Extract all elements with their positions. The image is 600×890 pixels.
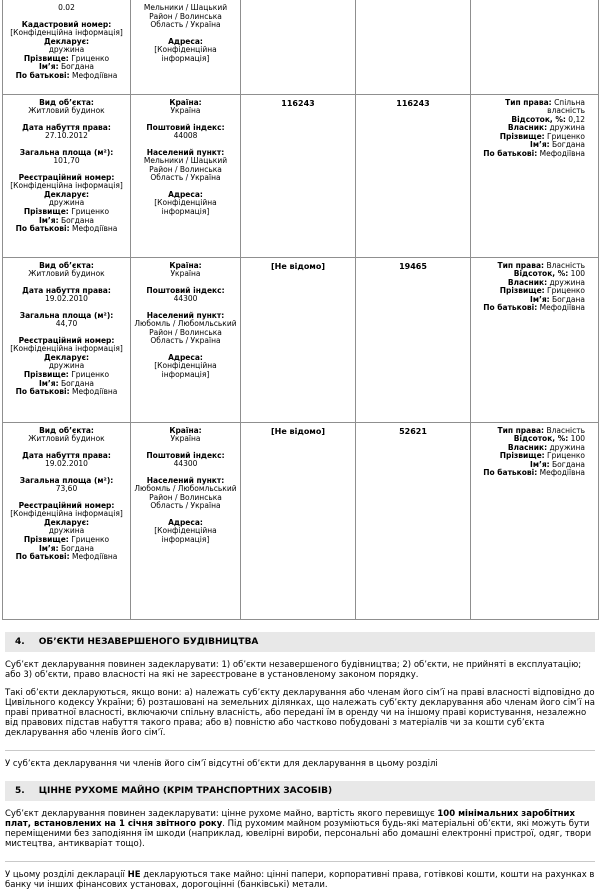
field-value: Житловий будинок	[28, 106, 105, 116]
field-group	[475, 469, 585, 478]
section-body	[5, 809, 595, 890]
field-value: Богдана	[552, 459, 585, 469]
field-label: Ім’я:	[39, 543, 59, 553]
field-group	[134, 149, 237, 183]
field-label: Ім’я:	[530, 294, 550, 304]
field-value: 44300	[173, 294, 198, 304]
field-label: Адреса:	[168, 517, 203, 527]
field-value: Житловий будинок	[28, 269, 105, 279]
field-group	[9, 388, 124, 397]
field-label: Прізвище:	[499, 131, 545, 141]
field-group	[9, 312, 124, 329]
cell-valuation-last: 52621	[356, 422, 471, 619]
text: Такі об’єкти декларуються, якщо вони: а) належать суб’єкту декларування або членам його сім’ї на праві власності відповідно до Цивільного кодексу України; б) розташовані на земельних ділянках, що належать суб’єкту декларування або членам його сім’ї на праві приватної власності, включаючи спільну власність, або передані їм в оренду чи на іншому праві користування, незалежно від правових підстав набуття такого права; або в) повністю або частково побудовані з матеріалів чи за кошти суб’єкта декларування або членів його сім’ї.	[5, 687, 595, 738]
field-label: Загальна площа (м²):	[19, 310, 114, 320]
field-group	[9, 287, 124, 304]
field-value: 100	[570, 269, 585, 279]
table-row	[3, 422, 599, 619]
field-label: Відсоток, %:	[513, 434, 569, 444]
field-value: дружина	[549, 442, 585, 452]
cell-ownership	[471, 94, 599, 257]
field-value: Мефодіївна	[539, 303, 585, 313]
section-unfinished-construction	[0, 632, 600, 769]
field-value: Мефодіївна	[539, 148, 585, 158]
field-group	[9, 262, 124, 279]
field-value: Богдана	[552, 140, 585, 150]
field-value: Гриценко	[547, 131, 585, 141]
field-value: Мефодіївна	[539, 468, 585, 478]
field-label: Ім’я:	[39, 62, 59, 72]
field-value: Гриценко	[71, 534, 110, 544]
field-label: По батькові:	[15, 552, 70, 562]
paragraph	[5, 809, 595, 849]
field-value: Гриценко	[71, 369, 110, 379]
field-group	[9, 337, 124, 354]
field-value: Власність	[546, 260, 585, 270]
field-label: По батькові:	[483, 303, 538, 313]
field-group	[9, 99, 124, 116]
field-value: 0.02	[58, 3, 75, 12]
field-value: 27.10.2012	[45, 131, 88, 141]
field-group	[9, 149, 124, 166]
field-group	[9, 354, 124, 371]
divider-line	[5, 750, 595, 751]
field-label: Прізвище:	[23, 206, 69, 216]
field-group	[9, 452, 124, 469]
field-label: Населений пункт:	[146, 310, 225, 320]
field-group	[9, 124, 124, 141]
field-label: По батькові:	[483, 468, 538, 478]
field-label: Декларує:	[43, 517, 90, 527]
field-label: По батькові:	[15, 224, 70, 234]
field-label: Ім’я:	[530, 459, 550, 469]
paragraph	[5, 660, 595, 680]
field-group	[134, 312, 237, 346]
paragraph	[5, 688, 595, 738]
field-group	[9, 174, 124, 191]
field-group	[9, 191, 124, 208]
field-group	[134, 287, 237, 304]
bold-text: НЕ	[127, 869, 141, 880]
field-label: Вид об’єкта:	[39, 97, 94, 107]
cell-object-details	[3, 0, 131, 94]
field-value: Любомль / Любомльський Район / Волинська Область / Україна	[134, 484, 237, 511]
field-group	[9, 225, 124, 234]
field-label: Дата набуття права:	[22, 450, 111, 460]
bold-text: 100 мінімальних заробітних плат, встановлених на 1 січня звітного року	[5, 808, 575, 829]
cell-location	[131, 422, 241, 619]
section-heading	[5, 632, 595, 652]
field-group	[9, 502, 124, 519]
field-value: Власність	[546, 425, 585, 435]
section-body	[5, 660, 595, 769]
field-value: [Конфіденційна інформація]	[10, 344, 123, 354]
field-group	[475, 150, 585, 159]
field-label: Загальна площа (м²):	[19, 475, 114, 485]
field-label: Поштовий індекс:	[146, 450, 225, 460]
field-value: [Конфіденційна інформація]	[10, 28, 123, 38]
field-group	[9, 72, 124, 81]
field-value: Україна	[170, 106, 201, 116]
field-label: Реєстраційний номер:	[18, 172, 115, 182]
cell-object-details	[3, 94, 131, 257]
field-label: Власник:	[507, 442, 548, 452]
field-value: Богдана	[61, 378, 94, 388]
field-label: Прізвище:	[23, 534, 69, 544]
field-group	[134, 477, 237, 511]
field-value: Богдана	[552, 294, 585, 304]
section-title: ЦІННЕ РУХОМЕ МАЙНО (КРІМ ТРАНСПОРТНИХ ЗАСОБІВ)	[38, 785, 333, 796]
field-value: Мельники / Шацький Район / Волинська Область / Україна	[143, 3, 228, 30]
field-value: Мефодіївна	[72, 70, 118, 80]
field-value: дружина	[549, 277, 585, 287]
cell-valuation-acquisition: [Не відомо]	[241, 422, 356, 619]
table-row	[3, 0, 599, 94]
field-group	[9, 427, 124, 444]
text: У цьому розділі декларації	[5, 869, 128, 880]
field-label: Дата набуття права:	[22, 285, 111, 295]
field-label: Ім’я:	[530, 140, 550, 150]
field-group	[134, 38, 237, 64]
field-label: Декларує:	[43, 189, 90, 199]
field-value: 0,12	[568, 114, 585, 124]
field-value: дружина	[48, 45, 85, 55]
field-label: Поштовий індекс:	[146, 122, 225, 132]
field-value: Мефодіївна	[72, 224, 118, 234]
field-value: [Конфіденційна інформація]	[154, 526, 217, 544]
field-value: Любомль / Любомльський Район / Волинська Область / Україна	[134, 319, 237, 346]
text: декларуються таке майно: цінні папери, корпоративні права, готівкові кошти, кошти на рахунках в банку чи інших фінансових установах, дорогоцінні (банківські) метали.	[5, 869, 595, 890]
cell-valuation-acquisition: [Не відомо]	[241, 257, 356, 422]
field-label: Країна:	[169, 97, 202, 107]
field-label: Тип права:	[497, 425, 545, 435]
field-group	[134, 427, 237, 444]
field-value: Україна	[170, 434, 201, 444]
field-value: [Конфіденційна інформація]	[154, 45, 217, 63]
field-value: [Конфіденційна інформація]	[154, 361, 217, 379]
field-value: Мельники / Шацький Район / Волинська Область / Україна	[143, 156, 228, 183]
field-value: 101,70	[53, 156, 80, 166]
field-value: Спільна власність	[547, 97, 585, 116]
field-label: Населений пункт:	[146, 475, 225, 485]
field-label: Загальна площа (м²):	[19, 147, 114, 157]
field-label: Адреса:	[168, 189, 203, 199]
field-label: Ім’я:	[39, 378, 59, 388]
field-label: Відсоток, %:	[511, 114, 566, 124]
field-value: 19.02.2010	[45, 459, 88, 469]
real-estate-table-body	[3, 0, 599, 619]
field-label: Адреса:	[168, 36, 203, 46]
field-group	[9, 553, 124, 562]
field-group	[9, 477, 124, 494]
field-group	[134, 519, 237, 545]
cell-valuation-last	[356, 0, 471, 94]
field-label: Поштовий індекс:	[146, 285, 225, 295]
field-group	[134, 191, 237, 217]
field-label: Прізвище:	[23, 369, 69, 379]
field-group	[475, 304, 585, 313]
field-group	[134, 124, 237, 141]
field-group	[9, 519, 124, 536]
field-value: Гриценко	[547, 286, 585, 296]
field-value: 19.02.2010	[45, 294, 88, 304]
cell-ownership	[471, 422, 599, 619]
field-label: Тип права:	[505, 97, 552, 107]
field-label: Прізвище:	[499, 451, 545, 461]
field-value: Мефодіївна	[72, 387, 118, 397]
field-label: Ім’я:	[39, 215, 59, 225]
text: Суб’єкт декларування повинен задекларувати: 1) об’єкти незавершеного будівництва; 2) об’єкти, не прийняті в експлуатацію; або 3) об’єкти, право власності на які не зареєстроване в установленому законом порядку.	[5, 659, 582, 680]
section-number: 5.	[15, 785, 25, 796]
field-label: Адреса:	[168, 352, 203, 362]
cell-location	[131, 257, 241, 422]
field-label: Населений пункт:	[146, 147, 225, 157]
field-label: Країна:	[169, 425, 202, 435]
field-group	[134, 452, 237, 469]
field-value: дружина	[48, 361, 85, 371]
cell-ownership	[471, 0, 599, 94]
field-group	[134, 354, 237, 380]
field-label: Тип права:	[497, 260, 545, 270]
field-label: По батькові:	[15, 70, 70, 80]
field-label: По батькові:	[15, 387, 70, 397]
cell-location	[131, 0, 241, 94]
section-heading	[5, 781, 595, 801]
cell-valuation-last: 19465	[356, 257, 471, 422]
table-row	[3, 257, 599, 422]
field-label: Кадастровий номер:	[21, 19, 112, 29]
field-label: Декларує:	[43, 36, 90, 46]
field-group	[9, 38, 124, 55]
field-group	[475, 99, 585, 116]
field-label: Прізвище:	[499, 286, 545, 296]
field-value: дружина	[48, 526, 85, 536]
field-label: По батькові:	[483, 148, 538, 158]
field-value: Гриценко	[71, 206, 110, 216]
field-value: 44008	[173, 131, 198, 141]
field-label: Вид об’єкта:	[39, 260, 94, 270]
field-label: Прізвище:	[23, 53, 69, 63]
divider-line	[5, 861, 595, 862]
cell-valuation-acquisition	[241, 0, 356, 94]
field-value: дружина	[48, 198, 85, 208]
field-value: Україна	[170, 269, 201, 279]
field-group	[134, 99, 237, 116]
field-value: 73,60	[55, 484, 78, 494]
text: У суб’єкта декларування чи членів його сім’ї відсутні об’єкти для декларування в цьому розділі	[5, 758, 438, 769]
table-row	[3, 94, 599, 257]
paragraph	[5, 870, 595, 890]
section-valuable-movable-property	[0, 781, 600, 890]
field-label: Відсоток, %:	[513, 269, 569, 279]
cell-valuation-last: 116243	[356, 94, 471, 257]
cell-object-details	[3, 257, 131, 422]
field-value: 44,70	[55, 319, 78, 329]
field-label: Країна:	[169, 260, 202, 270]
real-estate-objects-table	[2, 0, 599, 620]
field-value: Богдана	[61, 215, 94, 225]
field-label: Дата набуття права:	[22, 122, 111, 132]
field-value: [Конфіденційна інформація]	[10, 509, 123, 519]
field-group	[134, 4, 237, 30]
field-group	[9, 4, 124, 13]
field-value: Гриценко	[71, 53, 110, 63]
field-label: Реєстраційний номер:	[18, 335, 115, 345]
field-value: Мефодіївна	[72, 552, 118, 562]
cell-object-details	[3, 422, 131, 619]
field-value: Богдана	[61, 543, 94, 553]
paragraph	[5, 759, 595, 769]
field-value: Житловий будинок	[28, 434, 105, 444]
field-group	[9, 21, 124, 38]
field-label: Вид об’єкта:	[39, 425, 94, 435]
field-value: Гриценко	[547, 451, 585, 461]
text: Суб’єкт декларування повинен задекларувати: цінне рухоме майно, вартість якого перевищує	[5, 808, 438, 819]
field-value: Богдана	[61, 62, 94, 72]
section-title: ОБ’ЄКТИ НЕЗАВЕРШЕНОГО БУДІВНИЦТВА	[38, 636, 259, 647]
field-label: Власник:	[507, 277, 548, 287]
field-label: Декларує:	[43, 352, 90, 362]
field-value: 100	[570, 434, 585, 444]
section-number: 4.	[15, 636, 25, 647]
cell-location	[131, 94, 241, 257]
field-value: [Конфіденційна інформація]	[10, 181, 123, 191]
cell-valuation-acquisition: 116243	[241, 94, 356, 257]
field-group	[134, 262, 237, 279]
text: . Під рухомим майном розуміються будь-які матеріальні об’єкти, які можуть бути переміщеними без заподіяння їм шкоди (наприклад, ювелірні вироби, персональні або домашні електронні пристрої, одяг, твори мистецтва, антикваріат тощо).	[5, 818, 592, 849]
cell-ownership	[471, 257, 599, 422]
field-value: 44300	[173, 459, 198, 469]
field-label: Власник:	[507, 123, 548, 133]
field-value: дружина	[549, 123, 585, 133]
field-label: Реєстраційний номер:	[18, 500, 115, 510]
field-value: [Конфіденційна інформація]	[154, 198, 217, 216]
